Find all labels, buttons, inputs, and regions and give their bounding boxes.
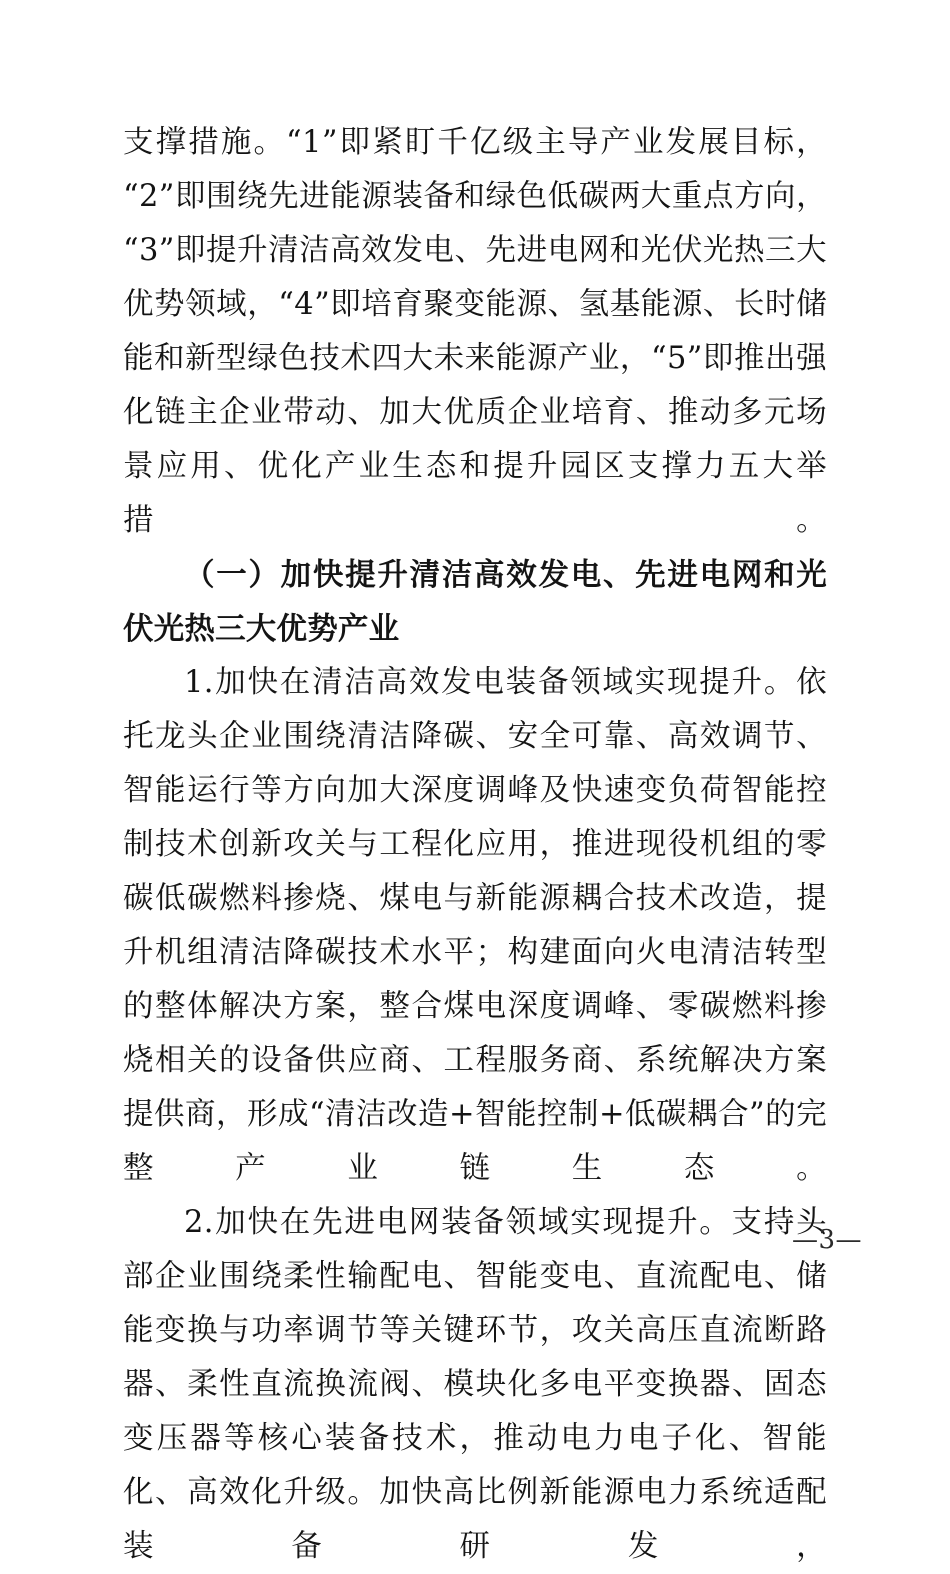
text-column [123, 116, 827, 1574]
section-heading-one: （一）加快提升清洁高效发电、先进电网和光伏光热三大优势产业 [123, 557, 827, 647]
page-number: —3— [791, 1225, 862, 1255]
paragraph-item-2-advanced-grid: 2.加快在先进电网装备领域实现提升。支持头部企业围绕柔性输配电、智能变电、直流配电、储能变换与功率调节等关键环节，攻关高压直流断路器、柔性直流换流阀、模块化多电平变换器、固态变压器等核心装备技术，推动电力电子化、智能化、高效化升级。加快高比例新能源电力系统适配装备研发， [123, 1205, 827, 1564]
page-footer [0, 1218, 950, 1262]
paragraph-item-1-clean-power-generation: 1.加快在清洁高效发电装备领域实现提升。依托龙头企业围绕清洁降碳、安全可靠、高效调节、智能运行等方向加大深度调峰及快速变负荷智能控制技术创新攻关与工程化应用，推进现役机组的零碳低碳燃料掺烧、煤电与新能源耦合技术改造，提升机组清洁降碳技术水平；构建面向火电清洁转型的整体解决方案，整合煤电深度调峰、零碳燃料掺烧相关的设备供应商、工程服务商、系统解决方案提供商，形成“清洁改造+智能控制+低碳耦合”的完整产业链生态。 [123, 665, 827, 1186]
paragraph-support-measures: 支撑措施。“1”即紧盯千亿级主导产业发展目标，“2”即围绕先进能源装备和绿色低碳两大重点方向，“3”即提升清洁高效发电、先进电网和光伏光热三大优势领域，“4”即培育聚变能源、氢基能源、长时储能和新型绿色技术四大未来能源产业，“5”即推出强化链主企业带动、加大优质企业培育、推动多元场景应用、优化产业生态和提升园区支撑力五大举措。 [123, 125, 827, 538]
